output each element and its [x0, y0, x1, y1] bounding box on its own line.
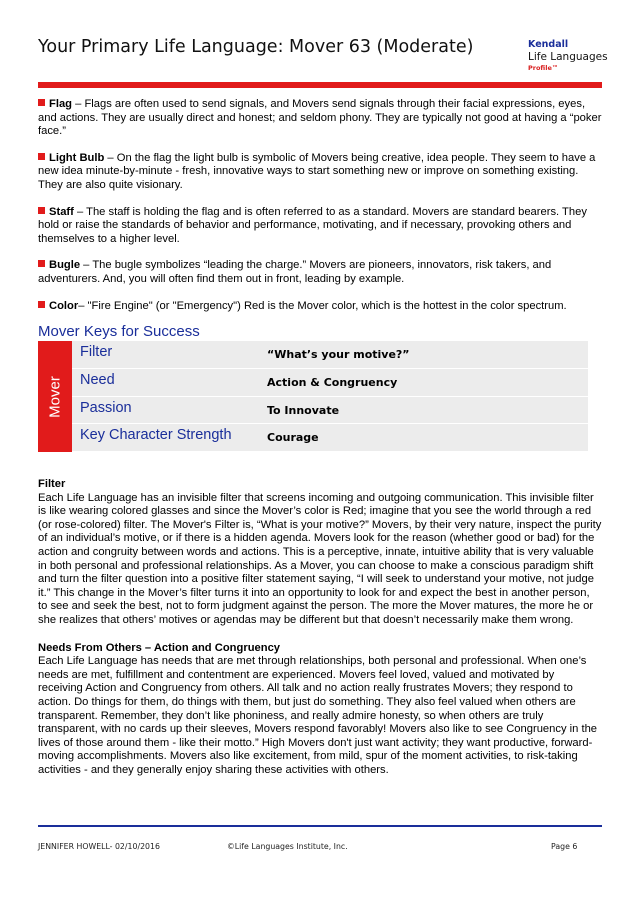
- bullet-item-light-bulb: [38, 152, 602, 193]
- keys-section-title: Mover Keys for Success: [38, 323, 200, 340]
- brand-logo: [528, 38, 608, 73]
- page-title: Your Primary Life Language: Mover 63 (Moderate): [38, 37, 474, 57]
- key-label: Filter: [80, 344, 113, 360]
- bullet-term: Bugle: [49, 259, 81, 272]
- bullet-term: Light Bulb: [49, 151, 105, 164]
- keys-row: [72, 424, 588, 452]
- bullet-text: – The bugle symbolizes “leading the charge.” Movers are pioneers, innovators, risk takers, and adventurers. And, you will often find them out in front, leading by example.: [38, 259, 552, 285]
- footer-author-date: JENNIFER HOWELL- 02/10/2016: [38, 842, 160, 851]
- keys-row: [72, 397, 588, 425]
- header-divider: [38, 82, 602, 88]
- bullet-text: – Flags are often used to send signals, and Movers send signals through their facial expressions, eyes, and actions. They are usually direct and honest; and seldom phony. They are typically not good at having a “poker face.”: [38, 98, 602, 138]
- red-square-bullet-icon: [38, 301, 45, 308]
- section-text-needs: Each Life Language has needs that are met through relationships, both personal and professional. When one’s needs are met, fulfillment and contentment are experienced. Movers feel loved, valued and motivated by receiving Action and Congruency from others. All talk and no action really frustrates Movers; they respond to action. Do things for them, do things with them, but just do something. They also feel valued when others are transparent. Remember, they don’t like phoniness, and really admire honesty, so when others are truly transparent, with no cards up their sleeves, Movers respond favorably! Movers also like to see Congruency in the lives of those around them - like their motto.” High Movers don't just want activity; they want productive, forward-moving accomplishments. Movers also like excitement, from mild, spur of the moment activities, to risk-taking activities - and they generally enjoy sharing these activities with others.: [38, 655, 598, 776]
- bullet-item-color: [38, 300, 602, 314]
- red-square-bullet-icon: [38, 99, 45, 106]
- red-square-bullet-icon: [38, 153, 45, 160]
- brand-subtitle: Life Languages: [528, 51, 608, 63]
- bullet-text: – The staff is holding the flag and is often referred to as a standard. Movers are standard bearers. They hold or raise the standards of behavior and performance, motivating, and if necessary, provoking others and themselves to a higher level.: [38, 205, 587, 245]
- key-value: To Innovate: [267, 403, 340, 417]
- key-value: Action & Congruency: [267, 375, 398, 389]
- brand-profile-mark: Profile™: [528, 64, 559, 72]
- section-heading-needs: Needs From Others – Action and Congruency: [38, 641, 281, 654]
- bullet-text: – On the flag the light bulb is symbolic of Movers being creative, idea people. They seem to have a new idea minute-by-minute - fresh, innovative ways to start something new or improve on something existing. They are also quite visionary.: [38, 151, 596, 191]
- brand-name: Kendall: [528, 39, 569, 50]
- section-text-filter: Each Life Language has an invisible filter that screens incoming and outgoing communication. This invisible filter is like wearing colored glasses and since the Mover’s color is Red; imagine that you see the world through a red (or rose-colored) filter. The Mover's Filter is, “What is your motive?” Movers, by their very nature, inspect the purity of an individual’s motive, or if there is a hidden agenda. Movers look for the reason (whether good or bad) for the action and congruity between words and actions. This is a perceptive, innate, intuitive ability that is very valuable in both personal and professional relationships. As a Mover, you can choose to make a conscious paradigm shift and turn the filter question into a positive filter statement saying, “I will seek to understand your motive, not judge it.” This change in the Mover’s filter turns it into an opportunity to look for and expect the best in another person, to see and seek the best, not to form judgment against the person. The more the Mover matures, the more he or she realizes that others’ motives or agendas may be different but that doesn’t necessarily make them wrong.: [38, 491, 602, 626]
- footer-copyright: ©Life Languages Institute, Inc.: [227, 842, 348, 851]
- keys-row: [72, 369, 588, 397]
- bullet-term: Color: [49, 299, 79, 312]
- footer-divider: [38, 825, 602, 827]
- bullet-term: Flag: [49, 98, 72, 110]
- mover-side-tab: [38, 341, 72, 452]
- key-value: “What’s your motive?”: [267, 348, 410, 361]
- footer-page-number: Page 6: [551, 842, 578, 851]
- symbol-bullet-list: [38, 98, 602, 326]
- keys-table: [72, 341, 588, 452]
- bullet-item-staff: [38, 206, 602, 247]
- keys-row: [72, 341, 588, 369]
- key-label: Need: [80, 371, 115, 388]
- bullet-item-bugle: [38, 259, 602, 286]
- section-heading-filter: Filter: [38, 478, 66, 490]
- key-value: Courage: [267, 431, 319, 445]
- red-square-bullet-icon: [38, 260, 45, 267]
- key-label: Passion: [80, 399, 132, 416]
- bullet-item-flag: [38, 98, 602, 139]
- red-square-bullet-icon: [38, 207, 45, 214]
- mover-tab-label: Mover: [46, 375, 64, 418]
- body-sections: [38, 478, 602, 791]
- bullet-text: – "Fire Engine" (or "Emergency") Red is the Mover color, which is the hottest in the color spectrum.: [78, 299, 567, 312]
- bullet-term: Staff: [49, 205, 74, 218]
- key-label: Key Character Strength: [80, 427, 232, 444]
